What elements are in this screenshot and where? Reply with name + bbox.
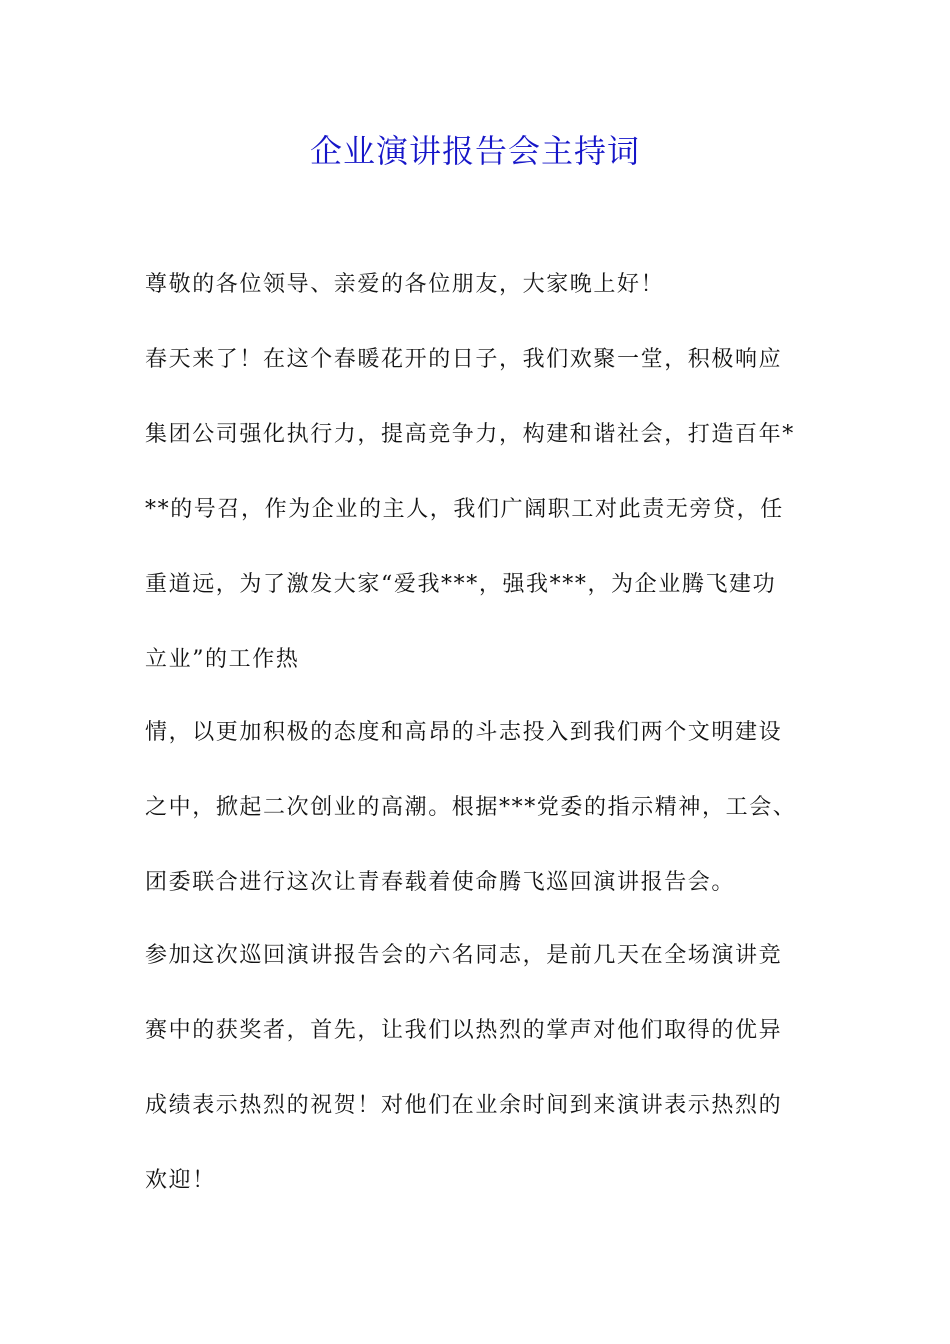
paragraph-line: 团委联合进行这次让青春载着使命腾飞巡回演讲报告会。 [145,870,736,895]
greeting-line: 尊敬的各位领导、亲爱的各位朋友，大家晚上好！ [145,272,665,297]
paragraph-line: 赛中的获奖者，首先，让我们以热烈的掌声对他们取得的优异 [145,1018,783,1043]
paragraph-line: 欢迎！ [145,1168,216,1193]
paragraph-line: 情，以更加积极的态度和高昂的斗志投入到我们两个文明建设 [145,720,783,745]
paragraph-line: 重道远，为了激发大家“爱我***，强我***，为企业腾飞建功 [145,572,777,597]
document-title: 企业演讲报告会主持词 [309,132,640,170]
paragraph-line: 集团公司强化执行力，提高竞争力，构建和谐社会，打造百年* [145,422,795,447]
paragraph-line: 春天来了！在这个春暖花开的日子，我们欢聚一堂，积极响应 [145,347,783,372]
paragraph-line: 参加这次巡回演讲报告会的六名同志，是前几天在全场演讲竞 [145,943,783,968]
paragraph-line: 成绩表示热烈的祝贺！对他们在业余时间到来演讲表示热烈的 [145,1093,783,1118]
paragraph-line: **的号召，作为企业的主人，我们广阔职工对此责无旁贷，任 [145,497,784,522]
paragraph-line: 立业”的工作热 [145,647,300,672]
paragraph-line: 之中，掀起二次创业的高潮。根据***党委的指示精神，工会、 [145,795,797,820]
